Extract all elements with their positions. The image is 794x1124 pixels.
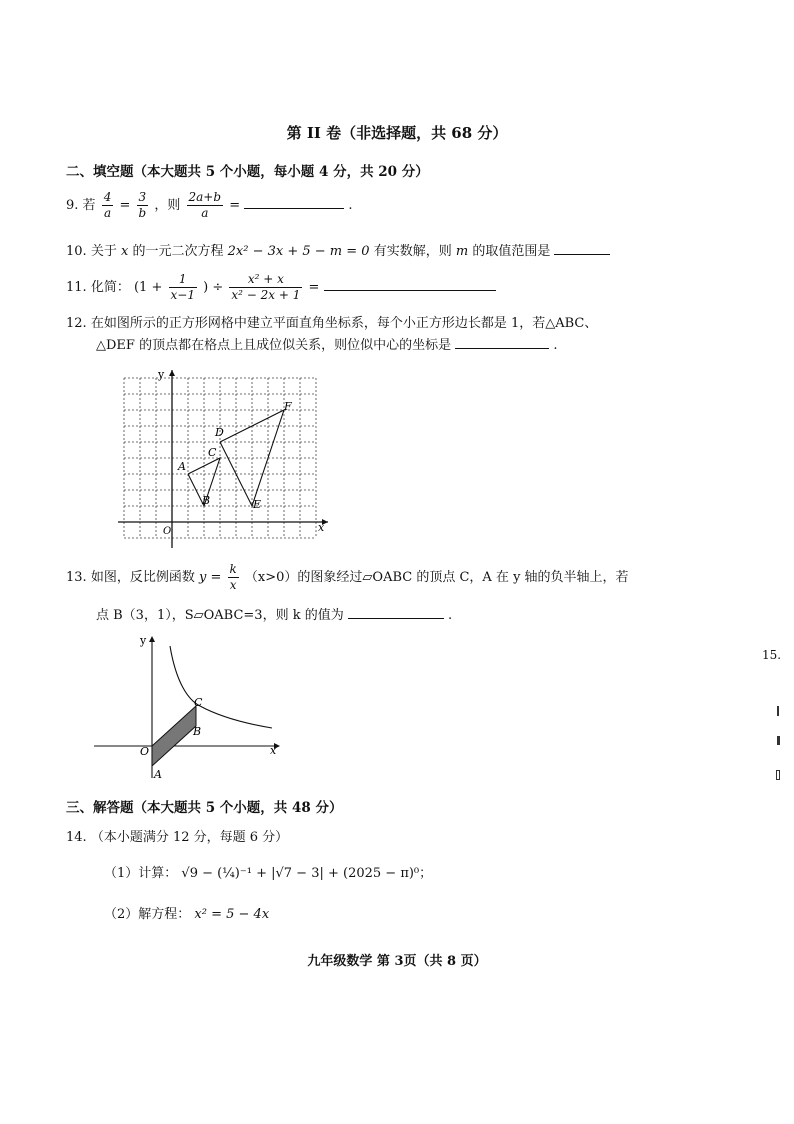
q9-answer-blank[interactable] [244, 208, 344, 209]
q13-number: 13. [66, 570, 87, 585]
q12-end: . [553, 338, 558, 353]
q13-parallelogram-oabc [152, 706, 196, 766]
q9-f2-den: b [138, 206, 147, 220]
q9-number: 9. [66, 198, 79, 213]
q12-label-b: B [202, 494, 211, 507]
q12-label-f: F [284, 400, 292, 413]
margin-fragment-mark-3 [776, 770, 780, 780]
q12-label-d: D [215, 426, 224, 439]
margin-fragment-mark-1 [777, 706, 779, 716]
q10-text4: 的取值范围是 [472, 244, 551, 259]
q12-line1: 在如图所示的正方形网格中建立平面直角坐标系，每个小正方形边长都是 1，若△ABC、 [90, 316, 598, 331]
q13-answer-blank[interactable] [348, 618, 444, 619]
q12-origin-label: O [163, 526, 172, 537]
q10-answer-blank[interactable] [554, 254, 610, 255]
margin-fragment-mark-2 [777, 736, 780, 745]
section-3-heading: 三、解答题（本大题共 5 个小题，共 48 分） [66, 800, 343, 816]
q13-fraction [228, 562, 239, 593]
q11-f2-den: x² − 2x + 1 [231, 288, 301, 302]
q11-f1-num: 1 [169, 272, 197, 288]
q12-label-a: A [178, 460, 186, 473]
q9-fraction-2 [137, 190, 149, 221]
question-12-line-1 [66, 312, 597, 331]
q10-equation: 2x² − 3x + 5 − m = 0 [227, 244, 370, 259]
q9-fraction-1 [102, 190, 114, 221]
question-12-line-2 [96, 334, 558, 353]
q11-fraction-1 [169, 272, 197, 303]
q9-mid: ，则 [154, 198, 181, 213]
q10-text2: 的一元二次方程 [132, 244, 224, 259]
q13-axis-x-label: x [270, 744, 277, 757]
q11-fraction-2 [229, 272, 302, 303]
question-10 [66, 240, 610, 259]
q13-axis-y-label: y [140, 634, 147, 647]
q13-y-axis-arrow-icon [149, 636, 155, 642]
q13-line2: 点 B（3，1），S▱OABC=3，则 k 的值为 [96, 608, 344, 623]
q9-f1-den: a [103, 206, 112, 220]
question-11 [66, 272, 496, 303]
q13-condition: （x>0）的图象经过▱OABC 的顶点 C，A 在 y 轴的负半轴上，若 [244, 570, 629, 585]
q10-var-m: m [455, 244, 469, 259]
question-14-header [66, 826, 288, 845]
q9-eq: = [119, 198, 131, 213]
q13-f-num: k [229, 562, 237, 576]
q9-f3-num: 2a+b [188, 190, 222, 204]
q12-y-axis-arrow-icon [169, 370, 175, 376]
q10-number: 10. [66, 244, 87, 259]
page-footer: 九年级数学 第 3页（共 8 页） [307, 954, 487, 969]
q13-label-o: O [140, 745, 150, 758]
q9-end: . [348, 198, 353, 213]
q13-end: . [448, 608, 453, 623]
q9-f2-num: 3 [137, 190, 149, 206]
margin-question-15-number: 15. [762, 648, 782, 662]
q12-label-c: C [208, 446, 217, 459]
q11-post: = [308, 280, 320, 295]
q14-part2-label: （2）解方程： [104, 907, 191, 922]
q13-func-lhs: y = [198, 570, 222, 585]
question-13-line-2 [96, 604, 452, 623]
q10-var-x: x [120, 244, 129, 259]
q13-pre: 如图，反比例函数 [90, 570, 195, 585]
q11-paren-close: ) ÷ [203, 280, 224, 295]
question-9 [66, 190, 353, 221]
q13-label-c: C [194, 696, 203, 709]
page-title: 第 II 卷（非选择题，共 68 分） [286, 124, 508, 142]
q12-grid-figure [112, 368, 338, 552]
section-2-heading: 二、填空题（本大题共 5 个小题，每小题 4 分，共 20 分） [66, 164, 429, 180]
q12-label-e: E [253, 498, 262, 511]
q14-header: （本小题满分 12 分，每题 6 分） [90, 830, 289, 845]
q9-f1-num: 4 [103, 190, 112, 204]
question-14-part-2 [104, 903, 269, 922]
q14-part2-expression: x² = 5 − 4x [194, 907, 270, 922]
q11-f1-den: x−1 [170, 288, 195, 302]
q14-part1-label: （1）计算： [104, 866, 178, 881]
q11-answer-blank[interactable] [324, 290, 496, 291]
q12-line2: △DEF 的顶点都在格点上且成位似关系，则位似中心的坐标是 [96, 338, 452, 353]
q13-label-b: B [193, 725, 202, 738]
question-13-line-1 [66, 562, 629, 593]
question-14-part-1 [104, 862, 432, 881]
q9-pre: 若 [82, 198, 96, 213]
q9-fraction-3 [187, 190, 224, 221]
q12-number: 12. [66, 316, 87, 331]
q10-text1: 关于 [90, 244, 117, 259]
q13-f-den: x [229, 578, 237, 592]
q9-f3-den: a [201, 206, 209, 220]
q12-axis-x-label: x [318, 521, 325, 534]
q12-axis-y-label: y [158, 368, 165, 381]
q14-number: 14. [66, 830, 87, 845]
q13-hyperbola-figure [92, 632, 288, 782]
q11-pre: 化简： [90, 280, 130, 295]
q11-number: 11. [66, 280, 87, 295]
q10-text3: 有实数解，则 [373, 244, 452, 259]
q11-paren-open: (1 + [133, 280, 163, 295]
q12-answer-blank[interactable] [455, 348, 549, 349]
q13-label-a: A [154, 768, 162, 781]
q11-f2-num: x² + x [229, 272, 302, 288]
q14-part1-expression: √9 − (¼)⁻¹ + |√7 − 3| + (2025 − π)⁰； [181, 866, 433, 881]
q9-post: = [229, 198, 241, 213]
